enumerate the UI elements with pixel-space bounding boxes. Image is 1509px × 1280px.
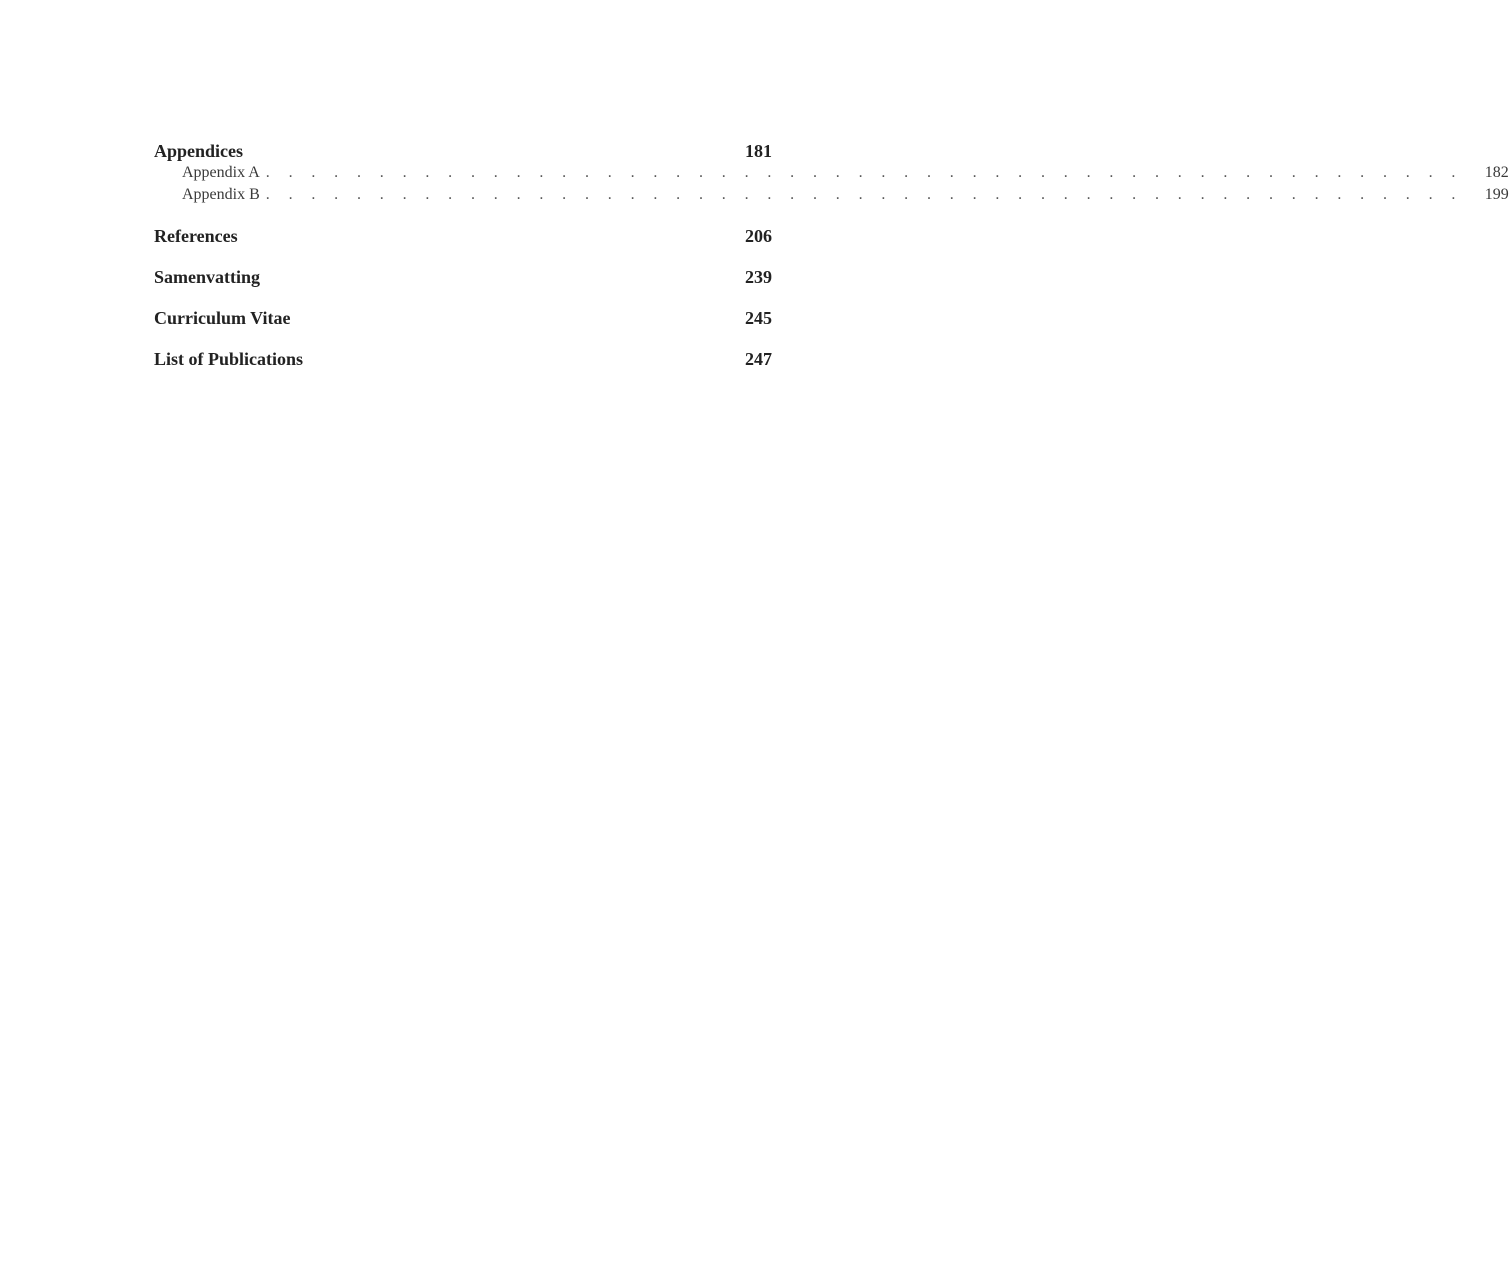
toc-entry-page: 182 bbox=[1484, 164, 1509, 181]
toc-entry-appendices[interactable] bbox=[154, 140, 772, 162]
table-of-contents bbox=[154, 140, 1509, 370]
toc-entry-page: 247 bbox=[745, 349, 772, 369]
toc-entry-page: 181 bbox=[745, 141, 772, 161]
toc-entry-curriculum-vitae[interactable] bbox=[154, 307, 772, 329]
toc-entry-page: 206 bbox=[745, 226, 772, 246]
toc-entry-title: Appendices bbox=[154, 141, 244, 161]
toc-entry-appendix-a[interactable] bbox=[154, 162, 1509, 184]
toc-entry-title: References bbox=[154, 226, 238, 246]
toc-entry-title: Appendix A bbox=[182, 164, 260, 181]
toc-entry-page: 239 bbox=[745, 267, 772, 287]
toc-entry-list-of-publications[interactable] bbox=[154, 348, 772, 370]
toc-entry-title: List of Publications bbox=[154, 349, 304, 369]
toc-entry-page: 199 bbox=[1484, 186, 1509, 203]
toc-entry-references[interactable] bbox=[154, 225, 772, 247]
toc-entry-title: Appendix B bbox=[182, 186, 260, 203]
dot-leader: . . . . . . . . . . . . . . . . . . . . . . . . . . . . . . . . . . . . . . . . . . . . . . . . . . . . . bbox=[265, 164, 1463, 181]
dot-leader: . . . . . . . . . . . . . . . . . . . . . . . . . . . . . . . . . . . . . . . . . . . . . . . . . . . . . bbox=[265, 186, 1463, 203]
toc-entry-appendix-b[interactable] bbox=[154, 184, 1509, 206]
toc-entry-title: Samenvatting bbox=[154, 267, 261, 287]
toc-entry-title: Curriculum Vitae bbox=[154, 308, 291, 328]
toc-entry-samenvatting[interactable] bbox=[154, 266, 772, 288]
toc-entry-page: 245 bbox=[745, 308, 772, 328]
